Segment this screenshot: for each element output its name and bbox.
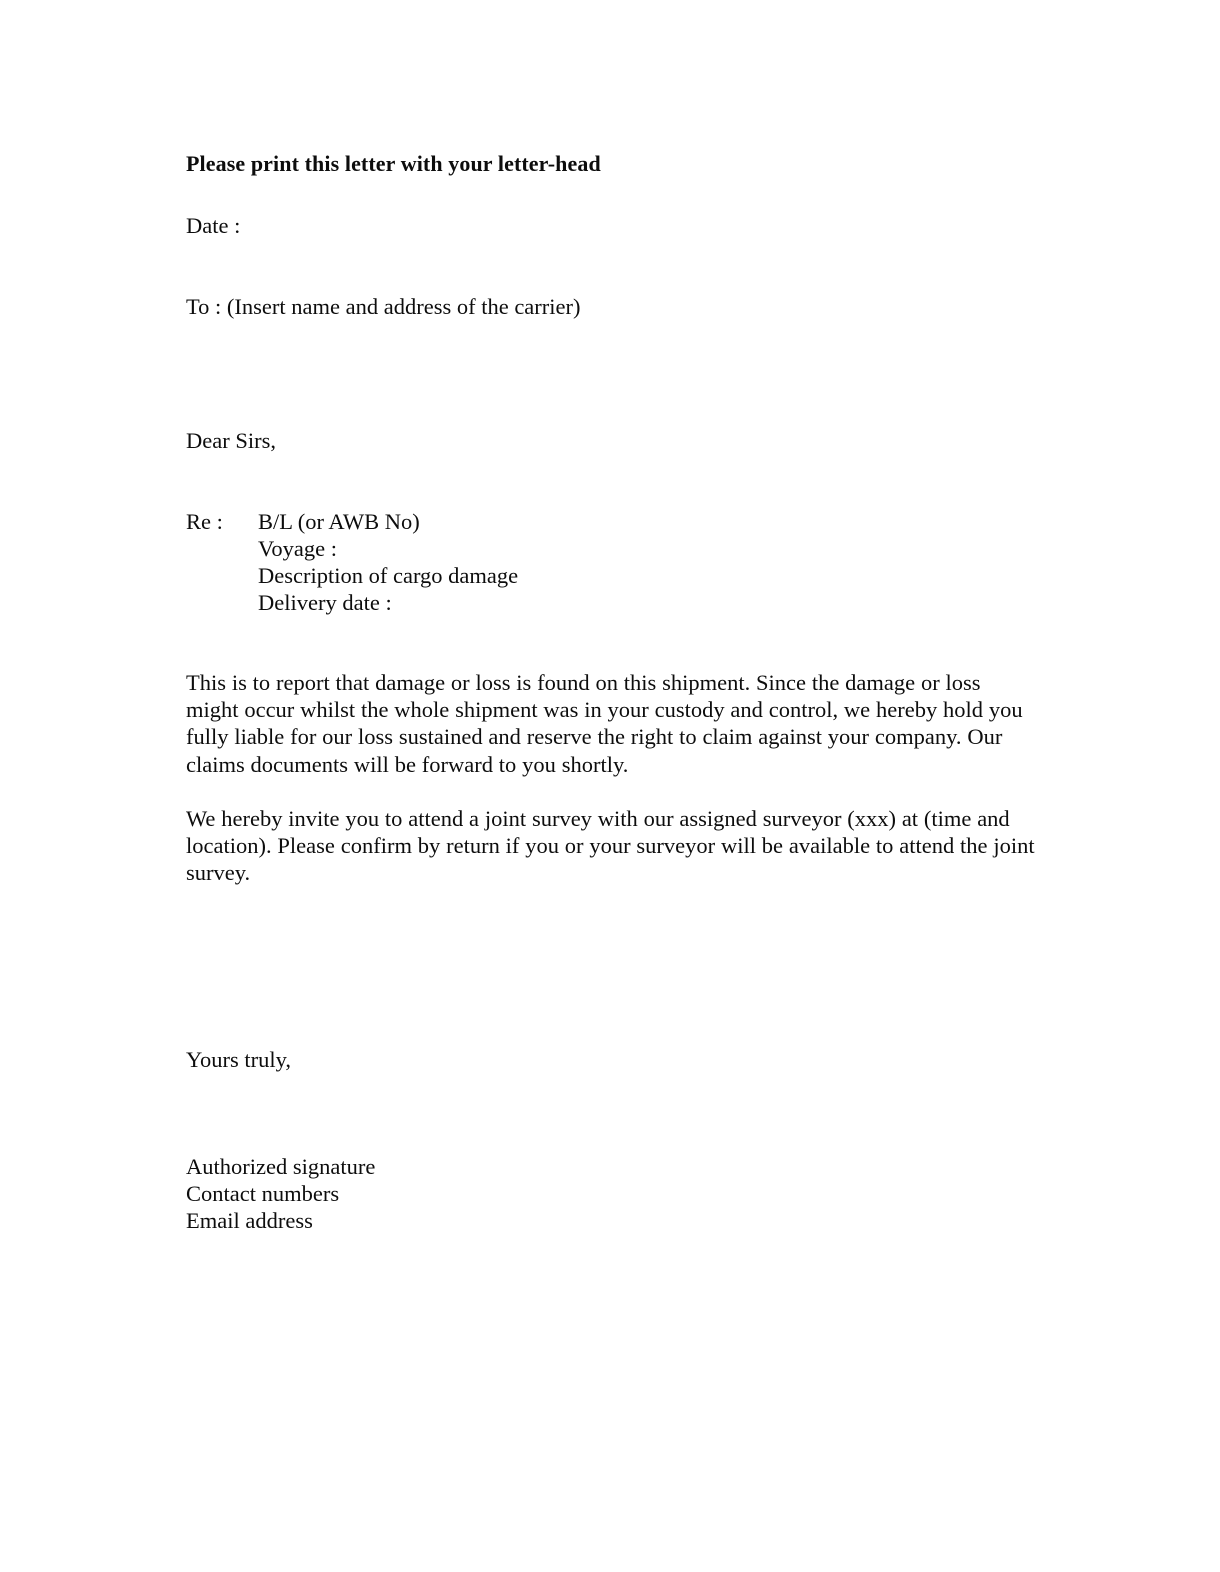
closing-line: Yours truly, — [186, 1047, 292, 1073]
reference-item-voyage: Voyage : — [258, 536, 337, 561]
spacer-after-date — [186, 239, 1036, 293]
body-paragraph-joint-survey-invitation: We hereby invite you to attend a joint survey with our assigned surveyor (xxx) at (time and location). Please confirm by return if you or your surveyor will be available to attend the joint survey. — [186, 805, 1035, 886]
body-paragraph-liability-notice: This is to report that damage or loss is found on this shipment. Since the damage or loss might occur whilst the whole shipment was in your custody and control, we hereby hold you fully liable for our loss sustained and reserve the right to claim against your company. Our claims documents will be forward to you shortly. — [186, 670, 1023, 777]
signature-line-authorized-signature: Authorized signature — [186, 1154, 376, 1180]
spacer-before-closing — [186, 913, 1036, 1046]
reference-item-cargo-damage-description: Description of cargo damage — [258, 563, 519, 588]
recipient-line: To : (Insert name and address of the carrier) — [186, 294, 581, 319]
spacer-after-reference — [186, 616, 1036, 669]
reference-label: Re : — [186, 509, 223, 534]
reference-item-list — [258, 508, 518, 616]
signature-block — [186, 1153, 1036, 1234]
salutation-line: Dear Sirs, — [186, 428, 276, 453]
reference-block — [186, 508, 1036, 616]
letter-instruction-heading: Please print this letter with your letter-head — [186, 151, 601, 176]
spacer-before-signature — [186, 1073, 1036, 1153]
signature-line-contact-numbers: Contact numbers — [186, 1181, 340, 1207]
spacer-after-recipient — [186, 320, 1036, 427]
reference-item-delivery-date: Delivery date : — [258, 590, 392, 615]
date-line: Date : — [186, 213, 241, 238]
signature-line-email-address: Email address — [186, 1208, 313, 1234]
letter-body — [186, 150, 1036, 1234]
spacer-after-salutation — [186, 454, 1036, 508]
reference-item-bl-number: B/L (or AWB No) — [258, 509, 420, 534]
